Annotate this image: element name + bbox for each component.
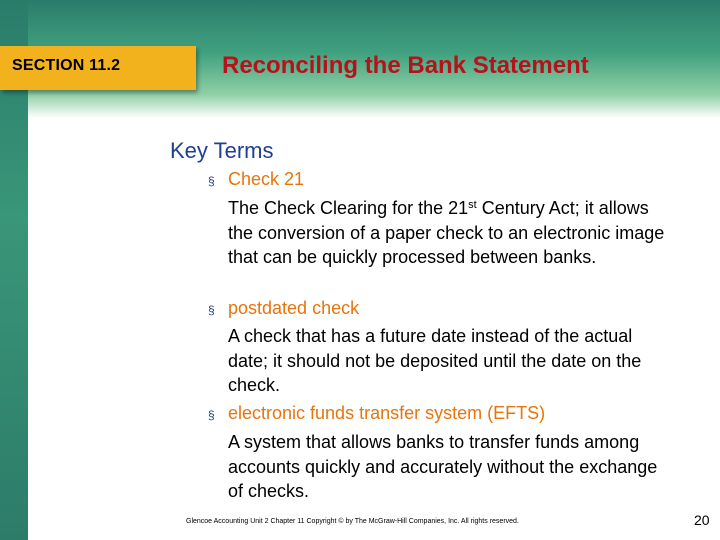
copyright-footer: Glencoe Accounting Unit 2 Chapter 11 Copyright © by The McGraw-Hill Companies, Inc. All rights reserved. [186,518,519,525]
page-number: 20 [694,512,710,528]
bullet-icon: § [208,408,215,422]
definition-efts: A system that allows banks to transfer funds among accounts quickly and accurately without the exchange of checks. [228,432,658,501]
bullet-icon: § [208,174,215,188]
slide-title: Reconciling the Bank Statement [222,52,589,79]
term-postdated-check: postdated check [228,298,360,318]
term-check-21: Check 21 [228,169,305,189]
key-terms-heading: Key Terms [170,138,274,163]
bullet-icon: § [208,303,215,317]
term-efts: electronic funds transfer system (EFTS) [228,403,546,423]
section-label: SECTION 11.2 [12,57,121,74]
definition-postdated-check: A check that has a future date instead of the actual date; it should not be deposited until the date on the check. [228,326,642,395]
definition-check-21: The Check Clearing for the 21st Century Act; it allows the conversion of a paper check to an electronic image that can be quickly processed between banks. [228,198,665,267]
